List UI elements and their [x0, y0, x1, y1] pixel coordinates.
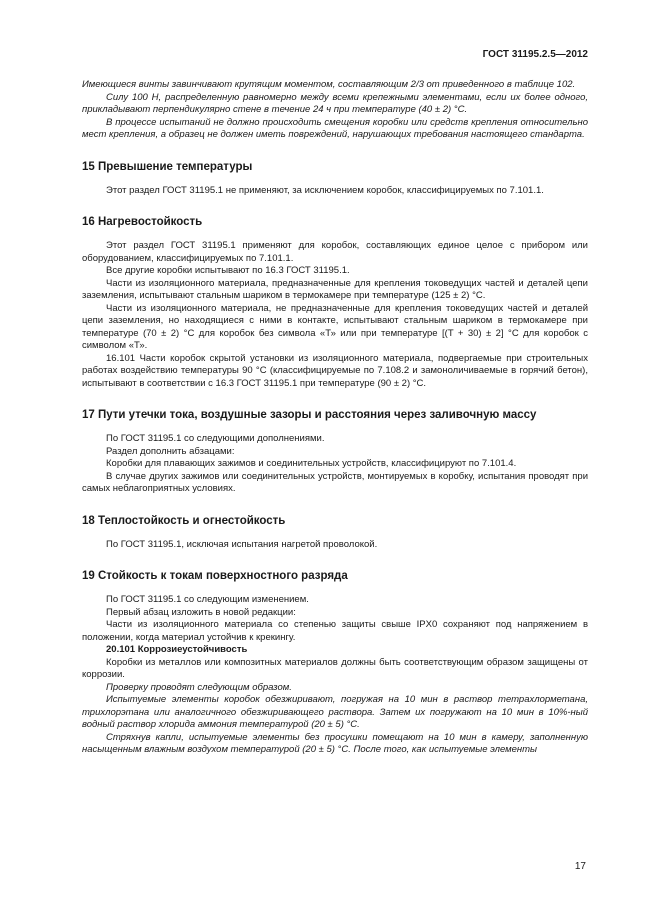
section-19-paragraph-7: Стряхнув капли, испытуемые элементы без просушки помещают на 10 мин в камеру, заполненную насыщенным влажным воздухом температурой (20 ± 5) °С. После того, как испытуемые элементы [82, 731, 588, 755]
section-16-paragraph-3: Части из изоляционного материала, предназначенные для крепления токоведущих частей и деталей цепи заземления, испытывают стальным шариком в термокамере при температуре (125 ± 2) °С. [82, 277, 588, 301]
section-16-paragraph-1: Этот раздел ГОСТ 31195.1 применяют для коробок, составляющих единое целое с прибором или оборудованием, классифицируемых по 7.101.1. [82, 240, 588, 264]
section-17-title: 17 Пути утечки тока, воздушные зазоры и расстояния через заливочную массу [82, 409, 537, 421]
section-17-paragraph-1: По ГОСТ 31195.1 со следующими дополнениями. [106, 433, 325, 444]
section-19-paragraph-1: По ГОСТ 31195.1 со следующим изменением. [106, 594, 309, 605]
document-code-header: ГОСТ 31195.2.5—2012 [482, 49, 588, 60]
section-17-paragraph-3: Коробки для плавающих зажимов и соединительных устройств, классифицируют по 7.101.4. [106, 458, 517, 469]
section-16-title: 16 Нагревостойкость [82, 216, 203, 228]
intro-paragraph-1: Имеющиеся винты завинчивают крутящим моментом, составляющим 2/3 от приведенного в таблице 102. [82, 79, 576, 90]
section-18-title: 18 Теплостойкость и огнестойкость [82, 514, 286, 527]
section-17-paragraph-4: В случае других зажимов или соединительных устройств, монтируемых в коробку, испытания проводят при самых неблагоприятных условиях. [82, 470, 588, 494]
section-16-paragraph-4: Части из изоляционного материала, не предназначенные для крепления токоведущих частей и деталей цепи заземления, но находящиеся с ними в контакте, испытывают стальным шариком в термокамере при температуре (70 ± 2) °С для коробок без символа «Т» или при температуре [(T + 30) ± 2] °С для коробок с символом «Т». [82, 302, 588, 351]
subsection-20-101-title: 20.101 Коррозиеустойчивость [106, 644, 248, 655]
section-19-paragraph-6: Испытуемые элементы коробок обезжиривают, погружая на 10 мин в раствор тетрахлорметана, трихлорэтана или аналогичного обезжиривающего раствора. Затем их погружают на 10 мин в 10%-ный водный раствор хлорида аммония температурой (20 ± 5) °С. [82, 694, 588, 730]
section-16-paragraph-2: Все другие коробки испытывают по 16.3 ГОСТ 31195.1. [106, 265, 350, 276]
intro-paragraph-3: В процессе испытаний не должно происходить смещения коробки или средств крепления относительно мест крепления, а образец не должен иметь повреждений, нарушающих требования настоящего стандарта. [82, 116, 588, 140]
section-19-paragraph-3: Части из изоляционного материала со степенью защиты свыше IPX0 сохраняют под напряжением в положении, когда материал устойчив к крекингу. [82, 619, 588, 643]
page-content [82, 79, 588, 757]
page-number: 17 [574, 861, 586, 872]
section-17-paragraph-2: Раздел дополнить абзацами: [106, 445, 235, 457]
section-19-paragraph-4: Коробки из металлов или композитных материалов должны быть соответствующим образом защищены от коррозии. [82, 656, 588, 680]
section-18-paragraph-1: По ГОСТ 31195.1, исключая испытания нагретой проволокой. [106, 538, 378, 550]
section-15-paragraph-1: Этот раздел ГОСТ 31195.1 не применяют, за исключением коробок, классифицируемых по 7.101.1. [106, 184, 544, 196]
section-19-paragraph-2: Первый абзац изложить в новой редакции: [106, 606, 296, 618]
section-15-title: 15 Превышение температуры [82, 160, 253, 173]
intro-paragraph-2: Силу 100 Н, распределенную равномерно между всеми крепежными элементами, если их более одного, прикладывают перпендикулярно стене в течение 24 ч при температуре (40 ± 2) °С. [82, 91, 588, 115]
section-19-paragraph-5: Проверку проводят следующим образом. [106, 681, 292, 693]
section-16-paragraph-5: 16.101 Части коробок скрытой установки из изоляционного материала, подвергаемые при строительных работах воздействию температуры 90 °С (классифицируемые по 7.108.2 и замоноличиваемые в горячий бетон), испытывают в соответствии с 16.3 ГОСТ 31195.1 при температуре (90 ± 2) °С. [82, 352, 588, 389]
section-19-title: 19 Стойкость к токам поверхностного разряда [82, 570, 348, 582]
